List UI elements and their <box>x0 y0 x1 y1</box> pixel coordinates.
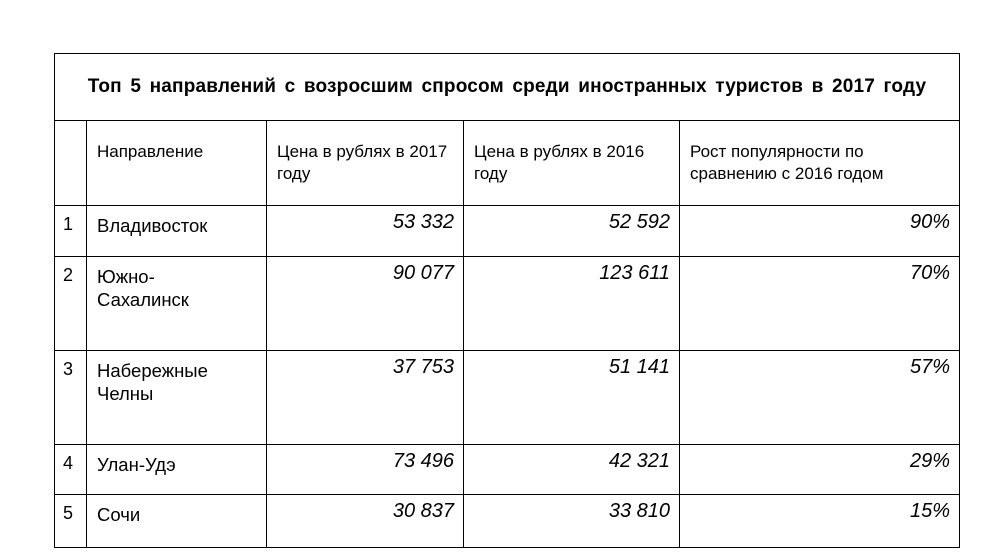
row-city-label: Сочи <box>97 504 141 525</box>
row-city <box>87 445 267 495</box>
header-growth-label: Рост популярности по сравнению с 2016 годом <box>690 142 884 183</box>
row-price-2016 <box>464 495 680 548</box>
row-number: 1 <box>55 206 87 257</box>
row-price-2017-value: 90 077 <box>392 262 454 284</box>
title-row <box>55 54 960 121</box>
header-direction-label: Направление <box>97 142 204 161</box>
row-number: 5 <box>55 495 87 548</box>
row-growth <box>680 257 960 351</box>
row-price-2016 <box>464 445 680 495</box>
row-price-2016 <box>464 351 680 445</box>
row-city <box>87 351 267 445</box>
header-row <box>55 121 960 206</box>
row-city-label: Владивосток <box>97 215 208 236</box>
row-price-2017 <box>267 495 464 548</box>
header-num <box>55 121 87 206</box>
row-growth-value: 29% <box>909 450 950 472</box>
row-growth <box>680 495 960 548</box>
row-growth <box>680 351 960 445</box>
row-price-2017 <box>267 257 464 351</box>
row-growth-value: 70% <box>909 262 950 284</box>
row-price-2016-value: 51 141 <box>608 356 670 378</box>
row-price-2017 <box>267 206 464 257</box>
header-price-2016-label: Цена в рублях в 2016 году <box>474 142 645 183</box>
row-price-2017 <box>267 445 464 495</box>
table-row <box>55 206 960 257</box>
row-growth <box>680 206 960 257</box>
row-price-2017-value: 73 496 <box>392 450 454 472</box>
row-price-2017 <box>267 351 464 445</box>
table-row <box>55 257 960 351</box>
header-direction <box>87 121 267 206</box>
row-growth-value: 90% <box>909 211 950 233</box>
header-price-2017 <box>267 121 464 206</box>
row-number: 3 <box>55 351 87 445</box>
row-city-label: Набережные Челны <box>97 360 208 404</box>
row-growth-value: 15% <box>909 500 950 522</box>
table-row <box>55 495 960 548</box>
row-number: 2 <box>55 257 87 351</box>
row-growth-value: 57% <box>909 356 950 378</box>
table-row <box>55 445 960 495</box>
row-city <box>87 257 267 351</box>
header-growth <box>680 121 960 206</box>
row-city-label: Южно-Сахалинск <box>97 266 189 310</box>
destinations-table <box>54 53 960 548</box>
row-price-2016 <box>464 257 680 351</box>
row-growth <box>680 445 960 495</box>
row-price-2016-value: 42 321 <box>608 450 670 472</box>
row-price-2017-value: 53 332 <box>392 211 454 233</box>
header-price-2017-label: Цена в рублях в 2017 году <box>277 142 448 183</box>
table-title: Топ 5 направлений с возросшим спросом среди иностранных туристов в 2017 году <box>55 54 960 121</box>
row-price-2016-value: 33 810 <box>608 500 670 522</box>
row-city-label: Улан-Удэ <box>97 454 176 475</box>
row-price-2017-value: 37 753 <box>392 356 454 378</box>
row-price-2016-value: 52 592 <box>608 211 670 233</box>
row-number: 4 <box>55 445 87 495</box>
row-city <box>87 495 267 548</box>
row-city <box>87 206 267 257</box>
row-price-2016 <box>464 206 680 257</box>
table-row <box>55 351 960 445</box>
row-price-2016-value: 123 611 <box>599 262 670 284</box>
header-price-2016 <box>464 121 680 206</box>
row-price-2017-value: 30 837 <box>392 500 454 522</box>
